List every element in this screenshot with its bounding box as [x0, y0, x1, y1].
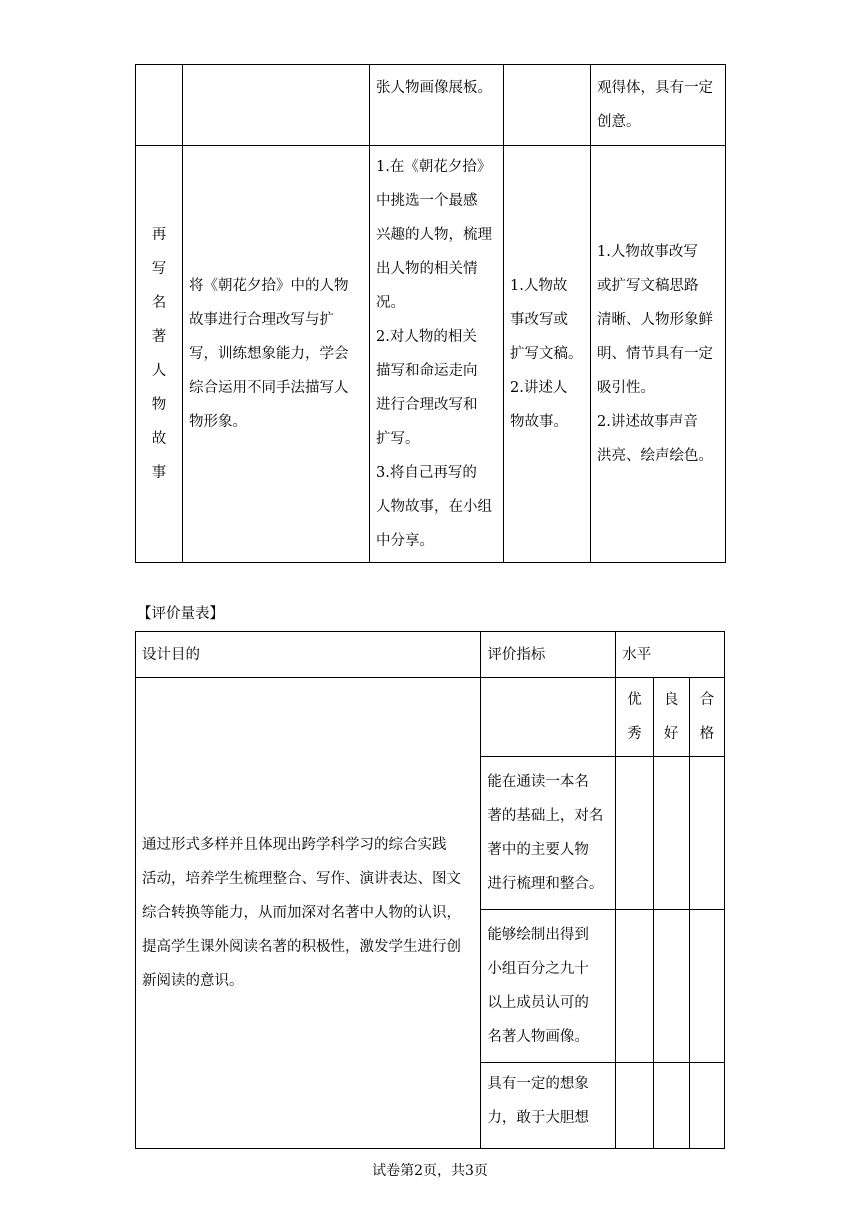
table-cell: 张人物画像展板。 — [370, 65, 504, 146]
table-row — [136, 146, 726, 563]
table-cell — [504, 65, 591, 146]
indicator-text: 具有一定的想象 力，敢于大胆想 — [481, 1063, 616, 1149]
evaluation-table — [135, 631, 725, 1149]
table-row — [136, 678, 725, 757]
activity-outputs: 1.人物故 事改写或 扩写文稿。 2.讲述人 物故事。 — [504, 146, 591, 563]
table-cell — [616, 910, 653, 1063]
activity-goal: 将《朝花夕拾》中的人物 故事进行合理改写与扩 写，训练想象能力，学会 综合运用不同手法描写人 物形象。 — [183, 146, 370, 563]
table-cell — [653, 757, 689, 910]
table-cell — [616, 1063, 653, 1149]
section-label: 【评价量表】 — [137, 606, 224, 622]
indicator-text: 能够绘制出得到 小组百分之九十 以上成员认可的 名著人物画像。 — [481, 910, 616, 1063]
table-cell — [616, 757, 653, 910]
table-cell — [136, 65, 183, 146]
page-footer: 试卷第2页，共3页 — [372, 1163, 488, 1179]
level-excellent: 优 秀 — [616, 678, 653, 757]
purpose-text: 通过形式多样并且体现出跨学科学习的综合实践 活动，培养学生梳理整合、写作、演讲表达、图文 综合转换等能力，从而加深对名著中人物的认识， 提高学生课外阅读名著的积极性，激发学生进行创 新阅读的意识。 — [136, 678, 481, 1149]
table-cell — [481, 678, 616, 757]
table-cell — [689, 757, 724, 910]
indicator-text: 能在通读一本名 著的基础上，对名 著中的主要人物 进行梳理和整合。 — [481, 757, 616, 910]
header-purpose: 设计目的 — [136, 632, 481, 678]
table-cell — [653, 910, 689, 1063]
table-cell: 观得体，具有一定 创意。 — [591, 65, 726, 146]
table-cell — [183, 65, 370, 146]
activity-criteria: 1.人物故事改写 或扩写文稿思路 清晰、人物形象鲜 明、情节具有一定 吸引性。 2.讲述故事声音 洪亮、绘声绘色。 — [591, 146, 726, 563]
header-indicator: 评价指标 — [481, 632, 616, 678]
table-header-row — [136, 632, 725, 678]
table-cell — [689, 910, 724, 1063]
activity-title-vertical: 再 写 名 著 人 物 故 事 — [136, 146, 183, 563]
level-pass: 合 格 — [689, 678, 724, 757]
header-level: 水平 — [616, 632, 725, 678]
level-good: 良 好 — [653, 678, 689, 757]
table-cell — [689, 1063, 724, 1149]
table-row — [136, 65, 726, 146]
activity-steps: 1.在《朝花夕拾》 中挑选一个最感 兴趣的人物，梳理 出人物的相关情 况。 2.对人物的相关 描写和命运走向 进行合理改写和 扩写。 3.将自己再写的 人物故事，在小组 中分享。 — [370, 146, 504, 563]
activity-table — [135, 64, 726, 563]
table-cell — [653, 1063, 689, 1149]
